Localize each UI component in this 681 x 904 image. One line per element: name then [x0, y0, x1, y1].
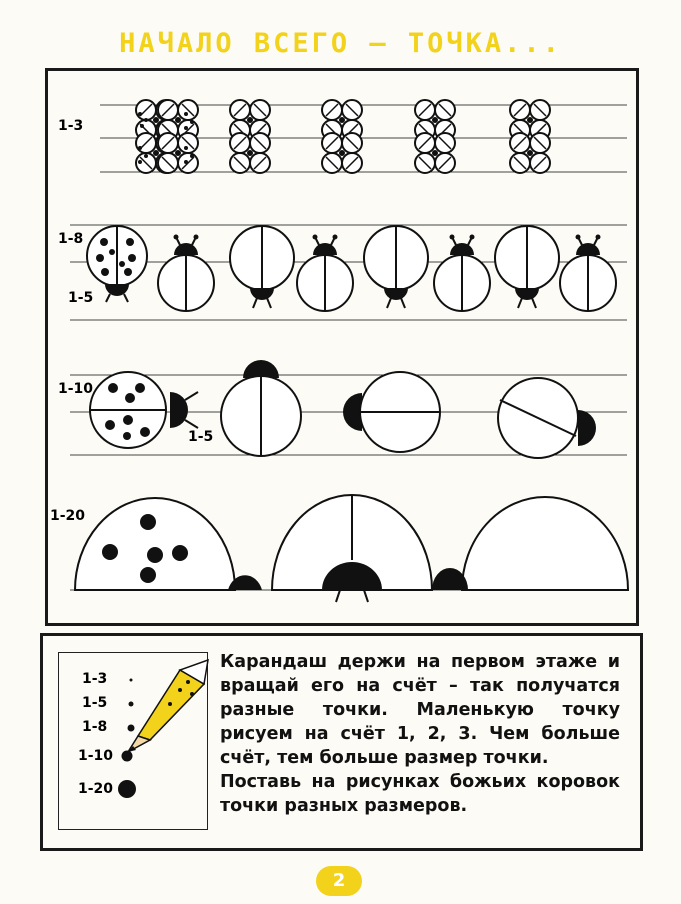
instructions-paragraph-2: Поставь на рисунках божьих коровок точки разных размеров. [220, 772, 620, 816]
row-label-2-top: 1-8 [58, 231, 84, 247]
row-label-1: 1-3 [58, 118, 84, 134]
pencil-icon [128, 660, 208, 752]
page-number-badge: 2 [316, 866, 362, 896]
row-label-3-small: 1-5 [188, 429, 214, 445]
row-label-2-bottom: 1-5 [68, 290, 94, 306]
instructions-text [220, 650, 620, 818]
legend-label-5: 1-20 [78, 781, 114, 797]
legend-label-2: 1-5 [82, 695, 108, 711]
row-label-4: 1-20 [50, 508, 86, 524]
instructions-paragraph-1: Карандаш держи на первом этаже и вращай его на счёт – так получатся разные точки. Маленькую точку рисуем на счёт 1, 2, 3. Чем больше счёт, тем больше размер точки. [220, 652, 620, 768]
legend-label-3: 1-8 [82, 719, 108, 735]
row-label-3: 1-10 [58, 381, 94, 397]
legend-label-4: 1-10 [78, 748, 114, 764]
page-title: НАЧАЛО ВСЕГО – ТОЧКА... [119, 28, 562, 59]
legend-label-1: 1-3 [82, 671, 108, 687]
